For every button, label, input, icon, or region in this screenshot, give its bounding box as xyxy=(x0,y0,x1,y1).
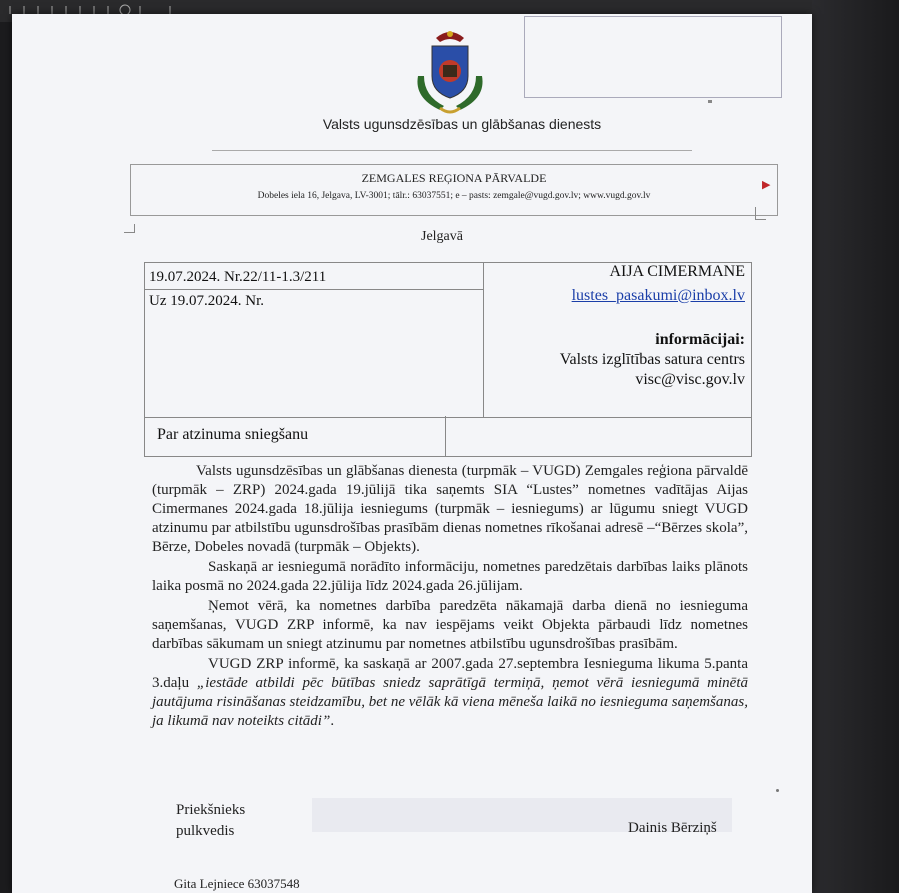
ink-speck xyxy=(708,100,712,103)
subject: Par atzinuma sniegšanu xyxy=(157,426,309,443)
coat-of-arms-icon xyxy=(410,24,490,120)
desk-background xyxy=(812,0,899,893)
body-paragraph xyxy=(152,655,748,731)
header-rule xyxy=(212,150,692,151)
body-paragraph: Ņemot vērā, ka nometnes darbība paredzēta nākamajā darba dienā no iesnieguma saņemšanas, VUGD ZRP informē, ka nav iespējams veikt Objekta pārbaudi līdz nometnes darbības sākumam un sniegt atzinumu par nometnes atbilstību ugunsdrošības prasībām. xyxy=(152,598,748,652)
region-header-box[interactable] xyxy=(130,164,778,216)
body-paragraph-lead: VUGD ZRP informē, ka saskaņā ar 2007.gada 27.septembra Iesnieguma likuma 5.panta 3.daļu xyxy=(152,656,748,691)
margin-corner-mark-left xyxy=(124,224,135,233)
body-paragraph-end: . xyxy=(330,713,335,729)
city: Jelgavā xyxy=(421,229,463,244)
meta-table xyxy=(144,262,752,418)
signatory-title xyxy=(176,800,245,842)
margin-corner-mark-right xyxy=(755,207,766,220)
law-quote: „iestāde atbildi pēc būtības sniedz saprātīgā termiņā, ņemot vērā iesniegumā minētā jautājuma risināšanas steidzamību, bet ne vēlāk kā viena mēneša laikā no iesnieguma saņemšanas, ja likumā nav noteikts citādi” xyxy=(152,675,748,729)
letter-body[interactable] xyxy=(152,462,748,732)
body-paragraph: Valsts ugunsdzēsības un glābšanas dienesta (turpmāk – VUGD) Zemgales reģiona pārvaldē (turpmāk – ZRP) 2024.gada 19.jūlijā tika saņemts SIA “Lustes” nometnes vadītājas Aijas Cimermanes 2024.gada 18.jūlija iesniegums (turpmāk – iesniegums) ar lūgumu sniegt VUGD atzinumu par atbilstību ugunsdrošības prasībām dienas nometnes rīkošanai adresē –“Bērzes skola”, Bērze, Dobeles novadā (turpmāk – Objekts). xyxy=(152,463,748,555)
info-label: informācijai: xyxy=(655,331,745,348)
table-divider xyxy=(145,289,483,290)
table-divider xyxy=(483,263,484,417)
service-name: Valsts ugunsdzēsības un glābšanas dienests xyxy=(322,116,602,132)
registration-number: 19.07.2024. Nr.22/11-1.3/211 xyxy=(149,269,327,285)
addressee-email-link[interactable]: lustes_pasakumi@inbox.lv xyxy=(571,287,745,304)
region-title: ZEMGALES REĢIONA PĀRVALDE xyxy=(361,171,547,185)
footer-contact: Gita Lejniece 63037548 xyxy=(174,876,300,891)
reply-reference: Uz 19.07.2024. Nr. xyxy=(149,293,264,309)
signatory-rank: pulkvedis xyxy=(176,823,235,839)
red-arrow-icon[interactable]: ▶ xyxy=(762,179,771,191)
region-address: Dobeles iela 16, Jelgava, LV-3001; tālr.: 63037551; e – pasts: zemgale@vugd.gov.lv; www.vugd.gov.lv xyxy=(257,191,651,201)
cursor-speck xyxy=(776,789,779,792)
header-text-box[interactable] xyxy=(524,16,782,98)
subject-box xyxy=(144,416,752,457)
body-paragraph: Saskaņā ar iesniegumā norādīto informāciju, nometnes paredzētais darbības laiks plānots laika posmā no 2024.gada 22.jūlija līdz 2024.gada 26.jūlijam. xyxy=(152,559,748,594)
signatory-position: Priekšnieks xyxy=(176,802,246,818)
table-divider xyxy=(445,416,446,456)
document-page[interactable] xyxy=(12,14,812,893)
info-organization: Valsts izglītības satura centrs xyxy=(559,351,745,368)
addressee-name: AIJA CIMERMANE xyxy=(609,263,745,280)
info-organization-email: visc@visc.gov.lv xyxy=(635,371,745,388)
signatory-name: Dainis Bērziņš xyxy=(628,820,717,836)
